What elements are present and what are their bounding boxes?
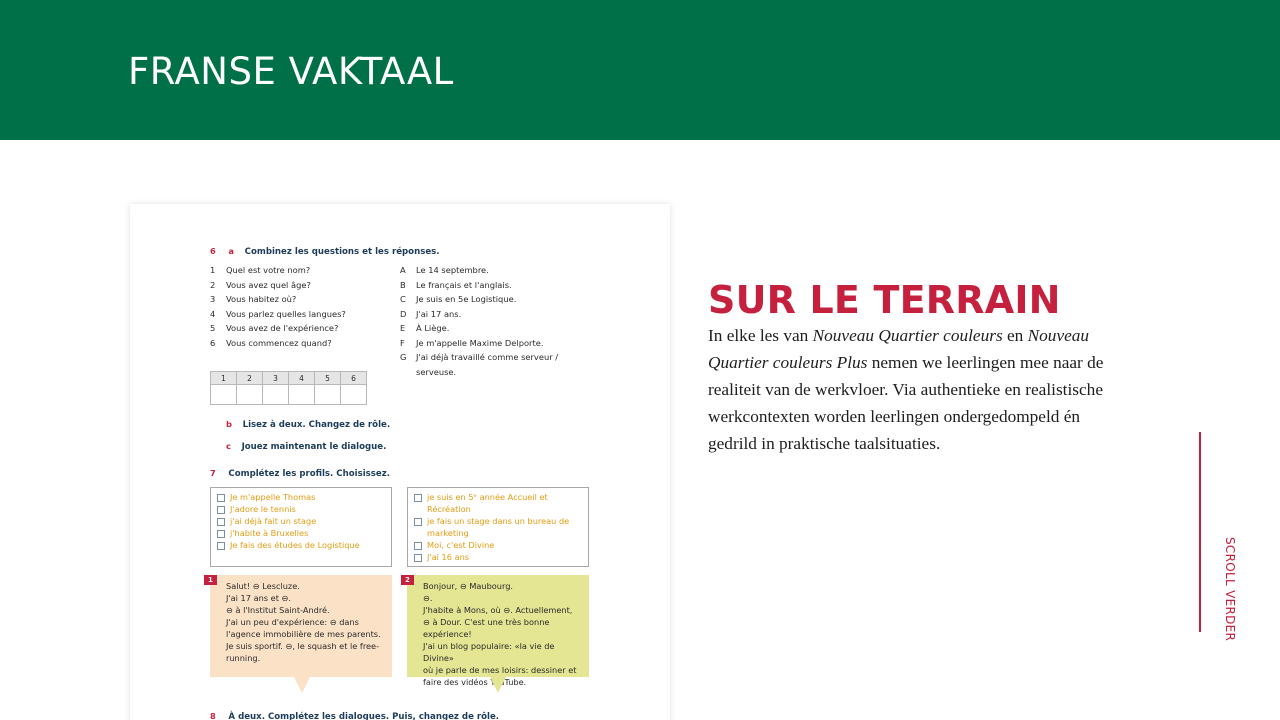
profile-option: j'ai déjà fait un stage xyxy=(217,515,385,527)
grid-header-cell: 3 xyxy=(263,372,289,385)
bubble-line: expérience! xyxy=(423,629,472,639)
question-number: 3 xyxy=(210,294,216,304)
profile-option: j'habite à Bruxelles xyxy=(217,527,385,539)
answer-item xyxy=(400,350,558,365)
question-number: 4 xyxy=(210,308,216,319)
speech-bubble-1 xyxy=(210,575,392,677)
answer-number: D xyxy=(400,308,407,319)
answer-item xyxy=(400,365,558,380)
grid-header-cell: 5 xyxy=(315,372,341,385)
question-number: 5 xyxy=(210,323,216,333)
grid-answer-cell xyxy=(211,385,237,405)
answer-item xyxy=(400,336,558,351)
ex6b-title: Lisez à deux. Changez de rôle. xyxy=(242,420,391,430)
ex7-number: 7 xyxy=(210,468,216,478)
answer-number: E xyxy=(400,323,406,333)
answer-item xyxy=(400,292,558,307)
ex6a-letter: a xyxy=(228,246,235,256)
section-title: SUR LE TERRAIN xyxy=(708,278,1061,322)
bubble-line: J'ai 17 ans et ⊖. xyxy=(226,593,291,603)
bubble-line: J'ai un blog populaire: «la vie de Divine» xyxy=(423,641,555,663)
answer-text: J'ai déjà travaillé comme serveur / xyxy=(416,352,559,362)
ex6b-letter: b xyxy=(226,419,232,429)
section-body-part-3: nemen we leerlingen mee naar de realiteit van de werkvloer. Via authentieke en realistische werkcontexten worden leerlingen ondergedompeld én gedrild in praktische taalsituaties. xyxy=(708,353,1104,453)
ex8-number: 8 xyxy=(210,711,216,720)
answer-item xyxy=(400,278,558,293)
answer-list xyxy=(400,263,558,379)
profile-option: Je fais des études de Logistique xyxy=(217,539,385,551)
answer-text: Le français et l'anglais. xyxy=(416,279,512,290)
answer-number: C xyxy=(400,294,406,304)
ex6a-title: Combinez les questions et les réponses. xyxy=(244,247,440,257)
bubble-2-text xyxy=(423,580,581,688)
ex6-heading xyxy=(210,246,440,257)
answer-number: G xyxy=(400,352,407,362)
profile-option: Moi, c'est Divine xyxy=(414,539,582,551)
book-title-1: Nouveau Quartier couleurs xyxy=(812,326,1003,345)
answer-text: À Liège. xyxy=(416,323,450,333)
question-item xyxy=(210,263,346,278)
ex6-number: 6 xyxy=(210,246,216,256)
answer-item xyxy=(400,307,558,322)
answer-number: A xyxy=(400,265,406,275)
scroll-indicator-line[interactable] xyxy=(1199,432,1201,632)
bubble-line: l'agence immobilière de mes parents. xyxy=(226,629,381,639)
bubble-line: J'habite à Mons, où ⊖. Actuellement, xyxy=(423,605,573,615)
question-item xyxy=(210,292,346,307)
profile-option: J'ai 16 ans xyxy=(414,551,582,563)
answer-number: F xyxy=(400,337,405,348)
bubble-line: Je suis sportif. ⊖, le squash et le free- xyxy=(226,641,380,651)
bubble-line: ⊖ à Dour. C'est une très bonne xyxy=(423,617,550,627)
question-text: Quel est votre nom? xyxy=(226,265,311,275)
grid-answer-cell xyxy=(315,385,341,405)
answer-item xyxy=(400,321,558,336)
profile-option: je fais un stage dans un bureau de marketing xyxy=(414,515,582,539)
bubble-1-tail xyxy=(294,677,310,693)
bubble-line: Salut! ⊖ Lescluze. xyxy=(226,581,300,591)
question-list xyxy=(210,263,346,350)
grid-header-cell: 6 xyxy=(341,372,367,385)
answer-text: serveuse. xyxy=(416,366,457,377)
profile-option: J'adore le tennis xyxy=(217,503,385,515)
bubble-line: où je parle de mes loisirs: dessiner et xyxy=(423,665,577,675)
question-text: Vous avez de l'expérience? xyxy=(226,323,339,333)
header-bar xyxy=(0,0,1280,140)
ex8-title: À deux. Complétez les dialogues. Puis, changez de rôle. xyxy=(228,712,500,720)
question-text: Vous habitez où? xyxy=(226,294,297,304)
bubble-line: ⊖ à l'Institut Saint-André. xyxy=(226,605,330,615)
exercise-page-image xyxy=(130,204,670,720)
ex7-title: Complétez les profils. Choisissez. xyxy=(228,469,390,479)
question-item xyxy=(210,278,346,293)
options-box-right xyxy=(407,487,589,567)
ex6c-heading xyxy=(226,441,386,452)
bubble-line: ⊖. xyxy=(423,593,433,603)
answer-text: Je suis en 5e Logistique. xyxy=(416,294,517,304)
question-item xyxy=(210,321,346,336)
question-number: 2 xyxy=(210,279,216,290)
ex8-heading xyxy=(210,711,499,720)
grid-header-cell: 4 xyxy=(289,372,315,385)
ex6b-heading xyxy=(226,419,390,430)
ex6c-letter: c xyxy=(226,441,231,451)
grid-answer-cell xyxy=(263,385,289,405)
page-title: FRANSE VAKTAAL xyxy=(128,50,454,93)
answer-text: J'ai 17 ans. xyxy=(416,308,462,319)
answer-number: B xyxy=(400,279,406,290)
question-text: Vous avez quel âge? xyxy=(226,279,311,290)
grid-answer-cell xyxy=(237,385,263,405)
bubble-line: Bonjour, ⊖ Maubourg. xyxy=(423,581,514,591)
section-body-part-2: en xyxy=(1002,326,1028,345)
book-title-2: Nouveau Quartier couleurs Plus xyxy=(708,326,1090,372)
answer-grid xyxy=(210,371,367,405)
question-text: Vous parlez quelles langues? xyxy=(226,308,346,319)
grid-header-cell: 1 xyxy=(211,372,237,385)
question-number: 6 xyxy=(210,337,216,348)
question-number: 1 xyxy=(210,265,216,275)
bubble-2-tag: 2 xyxy=(401,575,414,585)
bubble-1-tag: 1 xyxy=(204,575,217,585)
answer-text: Je m'appelle Maxime Delporte. xyxy=(416,337,544,348)
answer-text: Le 14 septembre. xyxy=(416,265,489,275)
bubble-line: running. xyxy=(226,653,261,663)
options-box-left xyxy=(210,487,392,567)
ex6c-title: Jouez maintenant le dialogue. xyxy=(241,442,387,452)
scroll-label[interactable]: SCROLL VERDER xyxy=(1223,537,1237,642)
section-body xyxy=(708,322,1128,457)
grid-header-cell: 2 xyxy=(237,372,263,385)
bubble-1-text xyxy=(226,580,384,664)
answer-item xyxy=(400,263,558,278)
question-text: Vous commencez quand? xyxy=(226,337,332,348)
bubble-2-tail xyxy=(490,677,506,693)
question-item xyxy=(210,336,346,351)
ex7-heading xyxy=(210,468,390,479)
bubble-line: faire des vidéos YouTube. xyxy=(423,677,527,687)
grid-answer-cell xyxy=(341,385,367,405)
grid-answer-cell xyxy=(289,385,315,405)
profile-option: Je m'appelle Thomas xyxy=(217,491,385,503)
profile-option: je suis en 5ᵉ année Accueil et Récréation xyxy=(414,491,582,515)
question-item xyxy=(210,307,346,322)
speech-bubble-2 xyxy=(405,575,589,687)
bubble-line: J'ai un peu d'expérience: ⊖ dans xyxy=(226,617,359,627)
section-body-part-1: In elke les van xyxy=(708,326,813,345)
